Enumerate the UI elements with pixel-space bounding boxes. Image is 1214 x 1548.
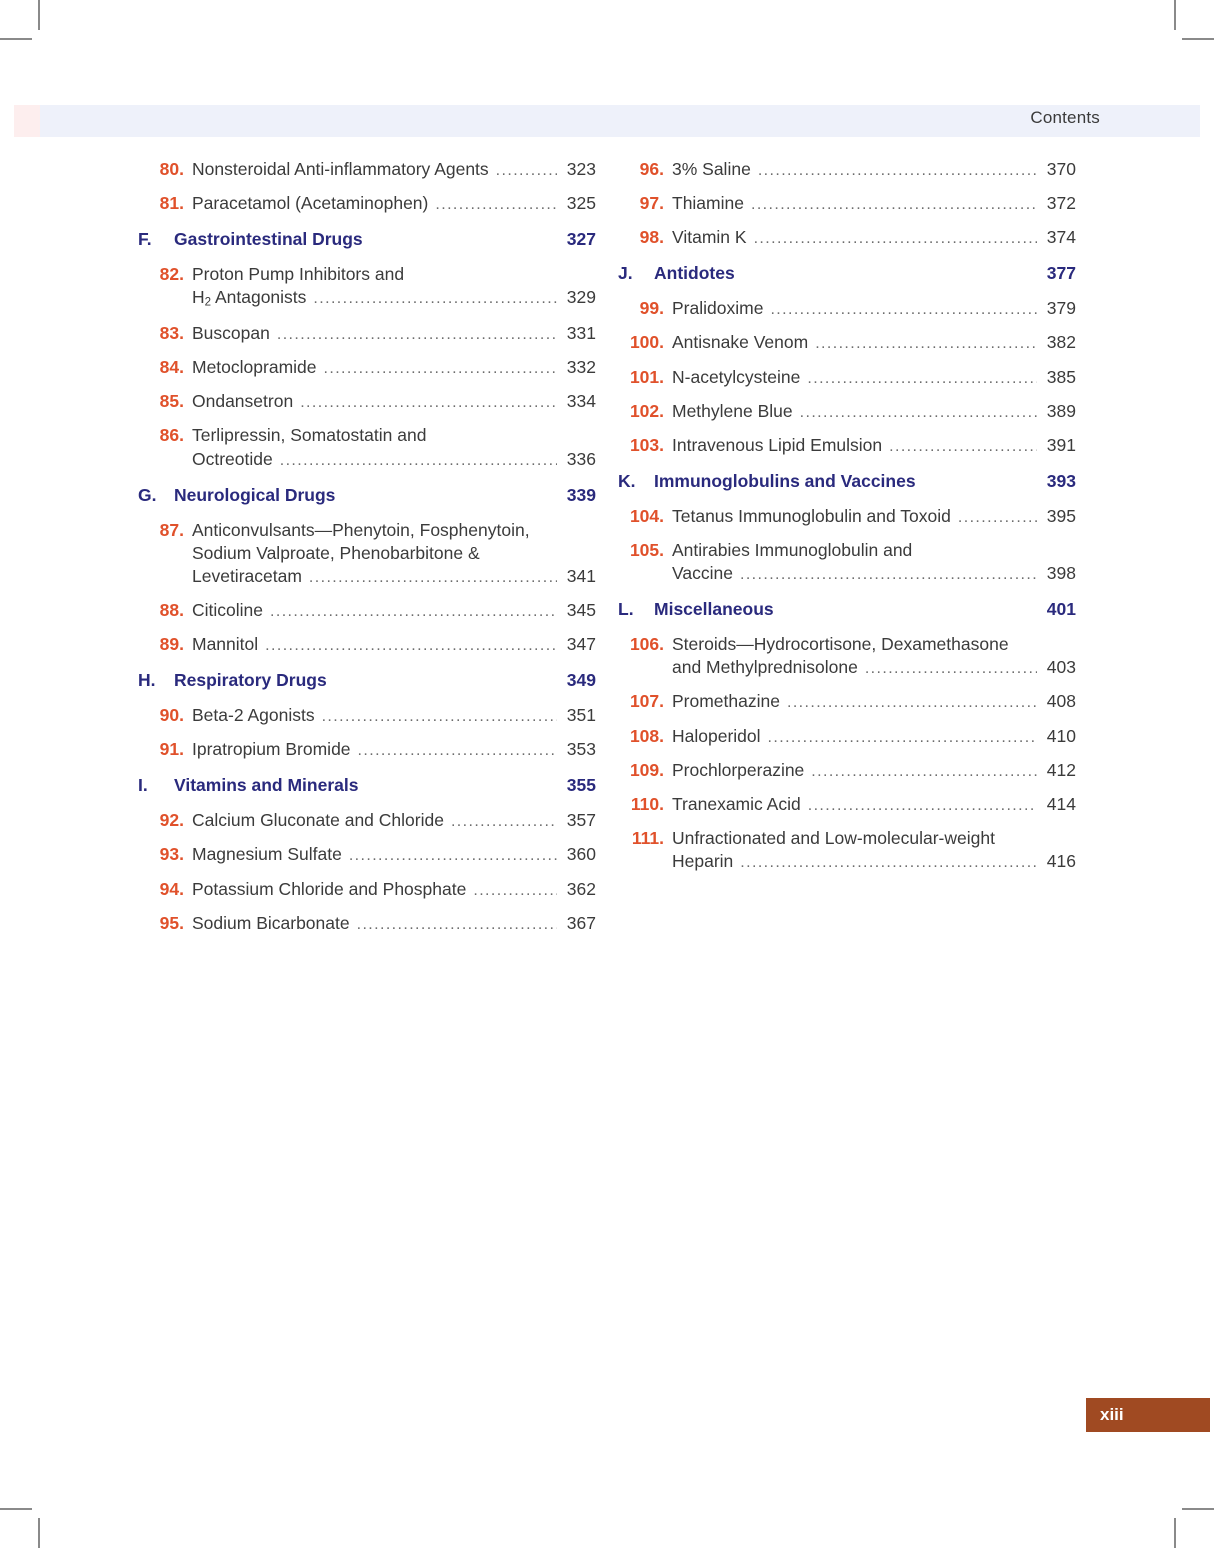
dot-leader xyxy=(451,811,557,832)
entry-body xyxy=(672,827,1076,873)
entry-page-number: 323 xyxy=(566,159,596,179)
entry-title-line: Beta-2 Agonists xyxy=(192,705,315,726)
entry-page-number: 403 xyxy=(1046,657,1076,678)
section-letter: I. xyxy=(138,775,148,796)
entry-last-line xyxy=(192,912,596,935)
entry-number: 97. xyxy=(639,193,664,214)
section-letter: L. xyxy=(618,599,634,620)
entry-title-line: Mannitol xyxy=(192,634,259,655)
toc-entry[interactable] xyxy=(138,633,596,656)
crop-mark-bottom-right-vertical xyxy=(1174,1518,1176,1548)
toc-entry[interactable] xyxy=(138,390,596,413)
entry-page-number: 414 xyxy=(1046,793,1076,814)
entry-page-number: 334 xyxy=(566,391,596,412)
dot-leader xyxy=(958,507,1037,528)
dot-leader xyxy=(740,564,1037,585)
toc-entry[interactable] xyxy=(618,505,1076,528)
entry-title-line: Paracetamol (Acetaminophen) xyxy=(192,193,429,214)
entry-last-line xyxy=(192,843,596,866)
toc-entry[interactable] xyxy=(618,827,1076,873)
entry-title-line: Unfractionated and Low-molecular-weight xyxy=(672,827,995,848)
entry-title-line: Magnesium Sulfate xyxy=(192,844,342,865)
entry-last-line xyxy=(672,297,1076,320)
entry-title-line: Steroids—Hydrocortisone, Dexamethasone xyxy=(672,634,1009,655)
entry-body xyxy=(192,322,596,345)
toc-entry[interactable] xyxy=(618,192,1076,215)
dot-leader xyxy=(357,914,557,935)
entry-title-line: Vitamin K xyxy=(672,227,747,248)
entry-page-number: 374 xyxy=(1046,227,1076,248)
entry-number: 91. xyxy=(159,739,184,760)
dot-leader xyxy=(277,324,557,345)
entry-body xyxy=(192,704,596,727)
toc-entry[interactable] xyxy=(618,759,1076,782)
toc-entry[interactable] xyxy=(618,158,1076,181)
crop-mark-top-right-vertical xyxy=(1174,0,1176,30)
entry-page-number: 416 xyxy=(1046,850,1076,871)
entry-body xyxy=(672,297,1076,320)
entry-number: 96. xyxy=(639,159,664,179)
entry-last-line xyxy=(192,448,596,471)
entry-body xyxy=(192,390,596,413)
dot-leader xyxy=(324,358,558,379)
section-title: Gastrointestinal Drugs xyxy=(174,229,363,250)
entry-title-line: Intravenous Lipid Emulsion xyxy=(672,434,883,455)
toc-entry[interactable] xyxy=(138,704,596,727)
toc-entry[interactable] xyxy=(138,878,596,901)
entry-number: 100. xyxy=(629,332,664,353)
entry-body xyxy=(672,226,1076,249)
entry-page-number: 360 xyxy=(566,844,596,865)
dot-leader xyxy=(800,402,1037,423)
entry-title-line: Calcium Gluconate and Chloride xyxy=(192,810,444,831)
toc-entry[interactable] xyxy=(618,690,1076,713)
entry-body xyxy=(192,912,596,935)
entry-page-number: 370 xyxy=(1046,159,1076,179)
dot-leader xyxy=(358,740,557,761)
dot-leader xyxy=(758,160,1037,181)
entry-title-line: Ondansetron xyxy=(192,391,294,412)
crop-mark-bottom-right-horizontal xyxy=(1182,1508,1214,1510)
entry-last-line xyxy=(192,322,596,345)
entry-last-line xyxy=(672,192,1076,215)
entry-last-line xyxy=(192,390,596,413)
entry-title-line: Prochlorperazine xyxy=(672,759,805,780)
entry-page-number: 325 xyxy=(566,193,596,214)
dot-leader xyxy=(309,567,557,588)
entry-page-number: 395 xyxy=(1046,505,1076,526)
entry-number: 81. xyxy=(159,193,184,214)
entry-page-number: 357 xyxy=(566,810,596,831)
entry-number: 87. xyxy=(159,519,184,540)
entry-body xyxy=(192,843,596,866)
entry-page-number: 336 xyxy=(566,448,596,469)
entry-body xyxy=(672,158,1076,181)
page-folio-badge xyxy=(1086,1398,1210,1432)
toc-entry[interactable] xyxy=(138,356,596,379)
entry-last-line xyxy=(672,505,1076,528)
entry-number: 89. xyxy=(159,634,184,655)
section-title: Immunoglobulins and Vaccines xyxy=(654,470,916,491)
entry-title-line: Vaccine xyxy=(672,563,733,584)
toc-section-heading[interactable] xyxy=(618,263,1076,284)
section-title: Antidotes xyxy=(654,263,735,284)
entry-body xyxy=(192,633,596,656)
dot-leader xyxy=(865,658,1037,679)
dot-leader xyxy=(435,194,557,215)
entry-title-line: Metoclopramide xyxy=(192,357,317,378)
entry-page-number: 391 xyxy=(1046,434,1076,455)
section-letter: H. xyxy=(138,670,156,691)
running-header-accent-tab xyxy=(14,105,40,137)
entry-last-line xyxy=(192,286,596,311)
toc-entry[interactable] xyxy=(618,633,1076,679)
entry-number: 99. xyxy=(639,298,664,319)
toc-entry[interactable] xyxy=(618,297,1076,320)
crop-mark-top-right-horizontal xyxy=(1182,38,1214,40)
entry-body xyxy=(192,263,596,311)
entry-body xyxy=(672,192,1076,215)
running-header-band xyxy=(14,105,1200,137)
entry-title-line: Haloperidol xyxy=(672,725,761,746)
entry-title-line: $H_2$ Antagonists xyxy=(192,287,307,309)
entry-last-line xyxy=(192,878,596,901)
toc-entry[interactable] xyxy=(138,192,596,215)
section-page-number: 377 xyxy=(1046,263,1076,284)
entry-number: 104. xyxy=(629,505,664,526)
entry-title-line: Heparin xyxy=(672,850,734,871)
entry-body xyxy=(192,158,596,181)
entry-last-line xyxy=(192,633,596,656)
toc-entry[interactable] xyxy=(138,424,596,470)
section-page-number: 393 xyxy=(1046,470,1076,491)
entry-page-number: 389 xyxy=(1046,400,1076,421)
page-folio-label: xiii xyxy=(1100,1405,1124,1424)
toc-entry[interactable] xyxy=(138,738,596,761)
entry-body xyxy=(672,725,1076,748)
entry-body xyxy=(192,356,596,379)
dot-leader xyxy=(496,160,557,181)
toc-entry[interactable] xyxy=(138,912,596,935)
entry-last-line xyxy=(672,725,1076,748)
entry-title-line: Nonsteroidal Anti-inflammatory Agents xyxy=(192,159,489,179)
dot-leader xyxy=(313,288,557,309)
entry-last-line xyxy=(672,226,1076,249)
entry-last-line xyxy=(672,366,1076,389)
crop-mark-bottom-left-horizontal xyxy=(0,1508,32,1510)
crop-mark-top-left-horizontal xyxy=(0,38,32,40)
entry-last-line xyxy=(672,434,1076,457)
dot-leader xyxy=(751,194,1037,215)
entry-body xyxy=(672,400,1076,423)
entry-page-number: 412 xyxy=(1046,759,1076,780)
dot-leader xyxy=(270,601,557,622)
section-letter: F. xyxy=(138,229,152,250)
toc-entry[interactable] xyxy=(618,725,1076,748)
entry-body xyxy=(672,331,1076,354)
entry-page-number: 345 xyxy=(566,599,596,620)
entry-last-line xyxy=(672,656,1076,679)
toc-entry[interactable] xyxy=(618,226,1076,249)
entry-title-line: Ipratropium Bromide xyxy=(192,739,351,760)
entry-number: 103. xyxy=(629,434,664,455)
toc-section-heading[interactable] xyxy=(138,229,596,250)
entry-last-line xyxy=(672,331,1076,354)
entry-title-line: Antisnake Venom xyxy=(672,332,809,353)
entry-body xyxy=(672,690,1076,713)
section-title: Neurological Drugs xyxy=(174,484,336,505)
dot-leader xyxy=(265,635,557,656)
entry-body xyxy=(192,424,596,470)
entry-page-number: 351 xyxy=(566,705,596,726)
entry-title-line: Antirabies Immunoglobulin and xyxy=(672,539,913,560)
entry-title-line: Proton Pump Inhibitors and xyxy=(192,264,405,285)
section-letter: G. xyxy=(138,484,157,505)
entry-body xyxy=(672,793,1076,816)
toc-section-heading[interactable] xyxy=(138,485,596,506)
section-page-number: 339 xyxy=(566,484,596,505)
entry-number: 98. xyxy=(639,227,664,248)
dot-leader xyxy=(768,727,1037,748)
entry-last-line xyxy=(672,562,1076,585)
entry-title-line: Terlipressin, Somatostatin and xyxy=(192,425,427,446)
section-letter: K. xyxy=(618,470,636,491)
entry-last-line xyxy=(192,599,596,622)
entry-page-number: 367 xyxy=(566,912,596,933)
entry-last-line xyxy=(192,704,596,727)
section-page-number: 349 xyxy=(566,670,596,691)
entry-number: 94. xyxy=(159,878,184,899)
entry-number: 80. xyxy=(159,159,184,179)
entry-title-line: Levetiracetam xyxy=(192,565,302,586)
toc-entry[interactable] xyxy=(618,793,1076,816)
dot-leader xyxy=(807,368,1037,389)
entry-number: 92. xyxy=(159,810,184,831)
toc-entry[interactable] xyxy=(618,366,1076,389)
entry-page-number: 379 xyxy=(1046,298,1076,319)
entry-number: 85. xyxy=(159,391,184,412)
entry-title-line: 3% Saline xyxy=(672,159,751,179)
toc-entry[interactable] xyxy=(138,263,596,311)
entry-page-number: 329 xyxy=(566,287,596,308)
entry-title-line: Potassium Chloride and Phosphate xyxy=(192,878,467,899)
toc-column-left xyxy=(138,158,596,946)
entry-title-line: Promethazine xyxy=(672,691,780,712)
entry-number: 107. xyxy=(629,691,664,712)
entry-last-line xyxy=(672,759,1076,782)
entry-page-number: 347 xyxy=(566,634,596,655)
entry-body xyxy=(672,505,1076,528)
crop-mark-top-left-vertical xyxy=(38,0,40,30)
entry-body xyxy=(672,539,1076,585)
toc-entry[interactable] xyxy=(618,434,1076,457)
entry-title-line: Pralidoxime xyxy=(672,298,764,319)
dot-leader xyxy=(473,880,557,901)
entry-last-line xyxy=(192,192,596,215)
entry-page-number: 410 xyxy=(1046,725,1076,746)
entry-last-line xyxy=(672,158,1076,181)
toc-section-heading[interactable] xyxy=(138,670,596,691)
entry-title-line: Methylene Blue xyxy=(672,400,793,421)
entry-number: 90. xyxy=(159,705,184,726)
entry-number: 110. xyxy=(630,793,664,814)
entry-title-line: Thiamine xyxy=(672,193,744,214)
section-title: Respiratory Drugs xyxy=(174,670,327,691)
toc-entry[interactable] xyxy=(618,539,1076,585)
toc-entry[interactable] xyxy=(618,400,1076,423)
running-header-title: Contents xyxy=(1030,108,1100,127)
toc-entry[interactable] xyxy=(138,599,596,622)
toc-entry[interactable] xyxy=(618,331,1076,354)
entry-number: 82. xyxy=(159,264,184,285)
entry-number: 88. xyxy=(159,599,184,620)
entry-title-line: Anticonvulsants—Phenytoin, Fosphenytoin, xyxy=(192,519,530,540)
entry-number: 101. xyxy=(629,366,664,387)
entry-number: 111. xyxy=(631,827,664,848)
entry-title-line: Citicoline xyxy=(192,599,263,620)
entry-number: 93. xyxy=(159,844,184,865)
entry-title-line: and Methylprednisolone xyxy=(672,657,858,678)
entry-title-line: Tetanus Immunoglobulin and Toxoid xyxy=(672,505,951,526)
entry-title-line: N-acetylcysteine xyxy=(672,366,801,387)
entry-last-line xyxy=(192,356,596,379)
dot-leader xyxy=(754,228,1037,249)
entry-last-line xyxy=(672,690,1076,713)
entry-page-number: 332 xyxy=(566,357,596,378)
entry-last-line xyxy=(672,400,1076,423)
entry-last-line xyxy=(192,158,596,181)
entry-number: 84. xyxy=(159,357,184,378)
entry-number: 105. xyxy=(629,539,664,560)
toc-entry[interactable] xyxy=(138,158,596,181)
entry-title-line: Sodium Valproate, Phenobarbitone & xyxy=(192,542,480,563)
entry-body xyxy=(192,738,596,761)
toc-entry[interactable] xyxy=(138,322,596,345)
entry-page-number: 408 xyxy=(1046,691,1076,712)
dot-leader xyxy=(349,845,557,866)
section-page-number: 401 xyxy=(1046,599,1076,620)
entry-page-number: 382 xyxy=(1046,332,1076,353)
toc-section-heading[interactable] xyxy=(618,471,1076,492)
entry-body xyxy=(672,633,1076,679)
toc-column-right xyxy=(618,158,1076,884)
entry-body xyxy=(672,434,1076,457)
section-page-number: 355 xyxy=(566,775,596,796)
entry-body xyxy=(192,192,596,215)
dot-leader xyxy=(280,450,557,471)
section-page-number: 327 xyxy=(566,229,596,250)
entry-number: 109. xyxy=(629,759,664,780)
entry-page-number: 362 xyxy=(566,878,596,899)
dot-leader xyxy=(787,692,1037,713)
section-title: Miscellaneous xyxy=(654,599,774,620)
entry-last-line xyxy=(192,565,596,588)
entry-body xyxy=(192,599,596,622)
dot-leader xyxy=(815,333,1037,354)
entry-title-line: Octreotide xyxy=(192,448,273,469)
dot-leader xyxy=(889,436,1037,457)
entry-body xyxy=(192,878,596,901)
dot-leader xyxy=(811,761,1037,782)
entry-page-number: 341 xyxy=(566,565,596,586)
entry-page-number: 385 xyxy=(1046,366,1076,387)
entry-body xyxy=(192,519,596,588)
toc-section-heading[interactable] xyxy=(138,775,596,796)
entry-body xyxy=(192,809,596,832)
entry-last-line xyxy=(192,738,596,761)
entry-number: 95. xyxy=(159,912,184,933)
entry-body xyxy=(672,366,1076,389)
dot-leader xyxy=(322,706,557,727)
crop-mark-bottom-left-vertical xyxy=(38,1518,40,1548)
entry-number: 108. xyxy=(629,725,664,746)
entry-last-line xyxy=(672,793,1076,816)
entry-body xyxy=(672,759,1076,782)
entry-title-line: Buscopan xyxy=(192,323,270,344)
entry-number: 102. xyxy=(629,400,664,421)
entry-title-line: Sodium Bicarbonate xyxy=(192,912,350,933)
dot-leader xyxy=(740,852,1037,873)
entry-title-line: Tranexamic Acid xyxy=(672,793,801,814)
toc-entry[interactable] xyxy=(138,809,596,832)
section-title: Vitamins and Minerals xyxy=(174,775,359,796)
dot-leader xyxy=(808,795,1037,816)
toc-entry[interactable] xyxy=(138,519,596,588)
entry-page-number: 353 xyxy=(566,739,596,760)
entry-page-number: 372 xyxy=(1046,193,1076,214)
entry-last-line xyxy=(192,809,596,832)
entry-number: 86. xyxy=(159,425,184,446)
entry-last-line xyxy=(672,850,1076,873)
toc-entry[interactable] xyxy=(138,843,596,866)
section-letter: J. xyxy=(618,263,633,284)
toc-section-heading[interactable] xyxy=(618,599,1076,620)
entry-number: 106. xyxy=(629,634,664,655)
entry-page-number: 398 xyxy=(1046,563,1076,584)
entry-page-number: 331 xyxy=(566,323,596,344)
entry-number: 83. xyxy=(159,323,184,344)
dot-leader xyxy=(300,392,557,413)
dot-leader xyxy=(770,299,1037,320)
